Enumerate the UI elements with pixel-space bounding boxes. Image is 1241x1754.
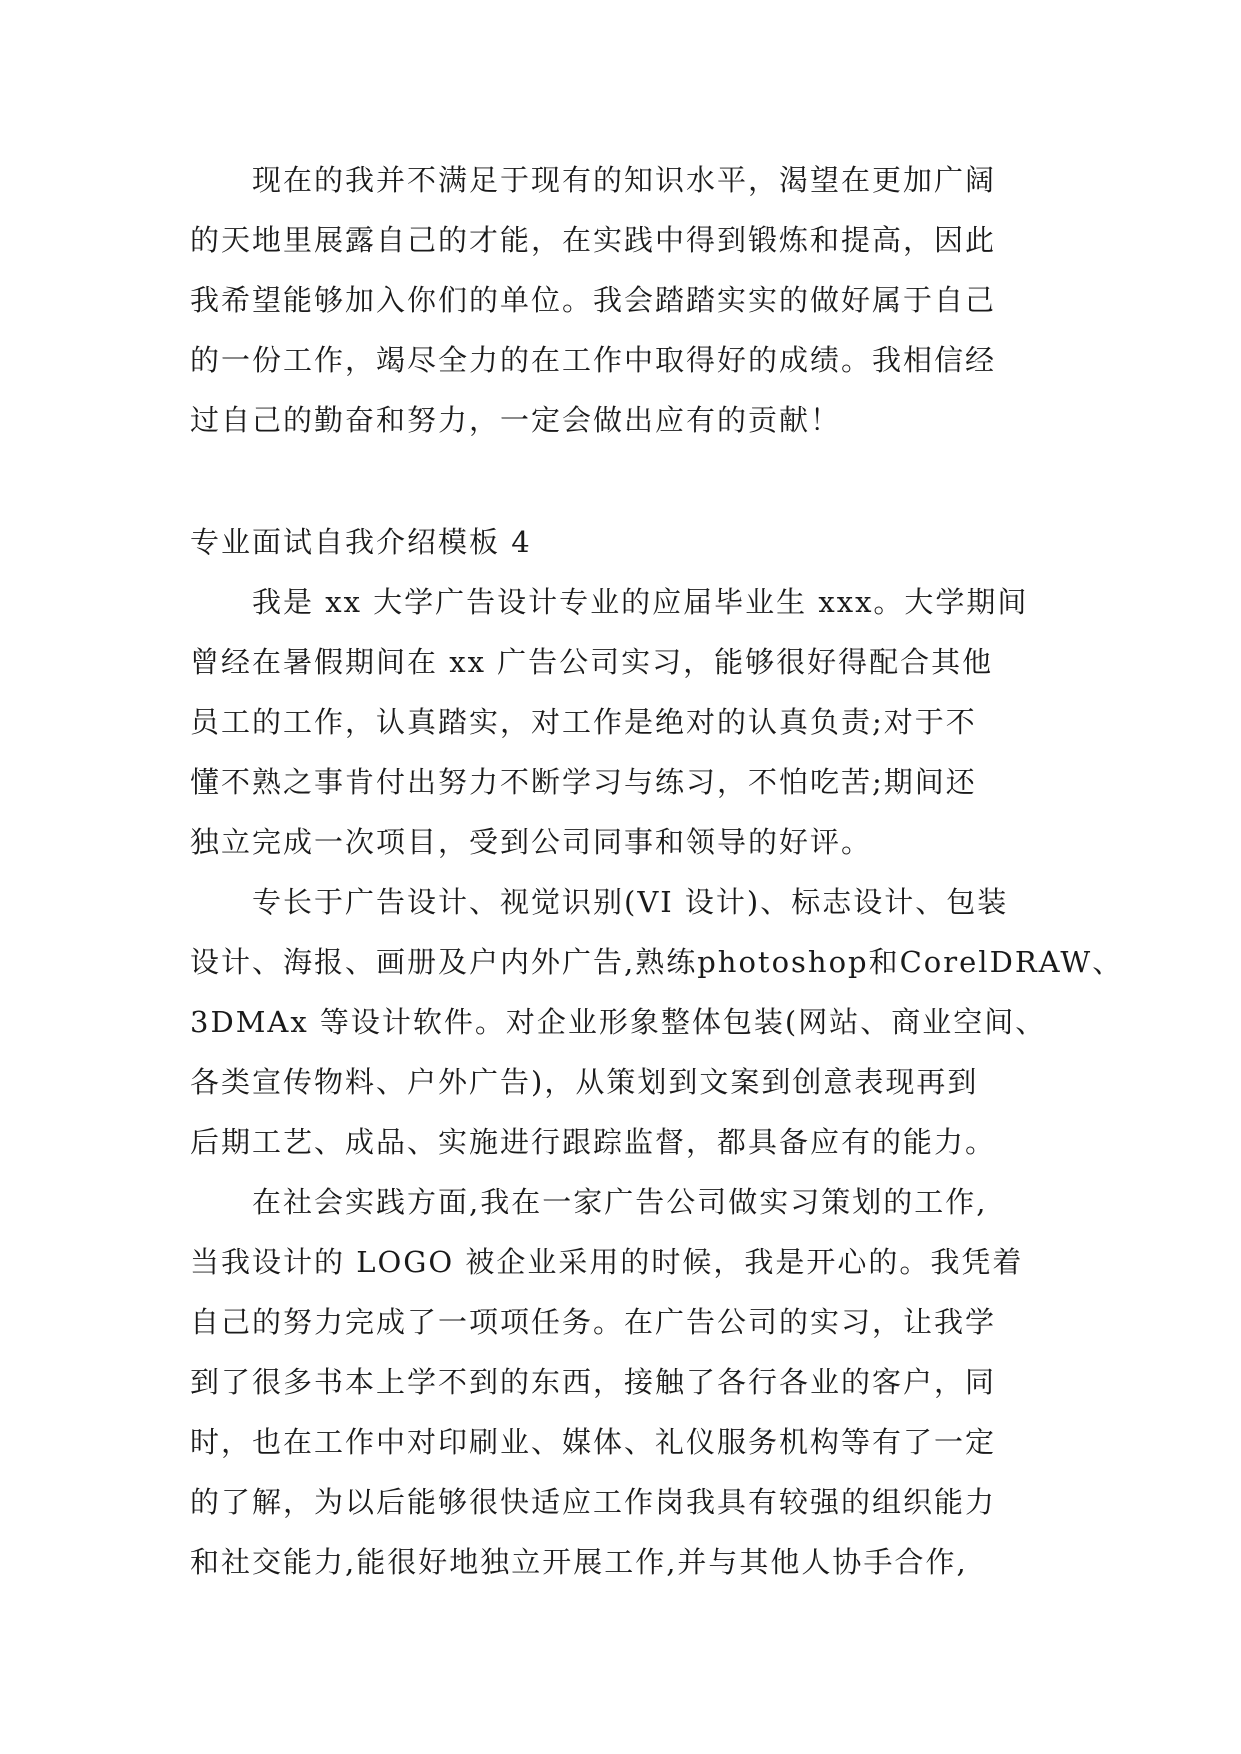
paragraph-line: 到了很多书本上学不到的东西，接触了各行各业的客户，同 <box>190 1365 997 1399</box>
paragraph-line: 后期工艺、成品、实施进行跟踪监督，都具备应有的能力。 <box>190 1125 997 1159</box>
paragraph-line: 曾经在暑假期间在 xx 广告公司实习，能够很好得配合其他 <box>190 645 994 679</box>
paragraph-expertise <box>190 872 1124 1172</box>
paragraph-line: 和社交能力,能很好地独立开展工作,并与其他人协手合作, <box>190 1545 968 1579</box>
paragraph-line: 的天地里展露自己的才能，在实践中得到锻炼和提高，因此 <box>190 223 997 257</box>
paragraph-line: 独立完成一次项目，受到公司同事和领导的好评。 <box>190 825 873 859</box>
paragraph-line: 各类宣传物料、户外广告)，从策划到文案到创意表现再到 <box>190 1065 979 1099</box>
paragraph-line: 时，也在工作中对印刷业、媒体、礼仪服务机构等有了一定 <box>190 1425 997 1459</box>
paragraph-line: 现在的我并不满足于现有的知识水平，渴望在更加广阔 <box>252 163 997 197</box>
paragraph-line: 设计、海报、画册及户内外广告,熟练photoshop和CorelDRAW、 <box>190 945 1124 979</box>
paragraph-introduction <box>190 572 1050 872</box>
paragraph-line: 在社会实践方面,我在一家广告公司做实习策划的工作, <box>252 1185 988 1219</box>
paragraph-line: 自己的努力完成了一项项任务。在广告公司的实习，让我学 <box>190 1305 997 1339</box>
paragraph-social-practice <box>190 1172 1050 1592</box>
section-heading: 专业面试自我介绍模板 4 <box>190 525 532 559</box>
document-body <box>190 150 1124 1592</box>
paragraph-line: 的一份工作，竭尽全力的在工作中取得好的成绩。我相信经 <box>190 343 997 377</box>
paragraph-line: 员工的工作，认真踏实，对工作是绝对的认真负责;对于不 <box>190 705 977 739</box>
paragraph-line: 我是 xx 大学广告设计专业的应届毕业生 xxx。大学期间 <box>252 585 1029 619</box>
paragraph-line: 的了解，为以后能够很快适应工作岗我具有较强的组织能力 <box>190 1485 997 1519</box>
paragraph-aspiration <box>190 150 1050 450</box>
paragraph-line: 当我设计的 LOGO 被企业采用的时候，我是开心的。我凭着 <box>190 1245 1024 1279</box>
paragraph-line: 过自己的勤奋和努力，一定会做出应有的贡献！ <box>190 403 842 437</box>
paragraph-line: 专长于广告设计、视觉识别(VI 设计)、标志设计、包装 <box>252 885 1009 919</box>
paragraph-line: 3DMAx 等设计软件。对企业形象整体包装(网站、商业空间、 <box>190 1005 1047 1039</box>
paragraph-line: 懂不熟之事肯付出努力不断学习与练习，不怕吃苦;期间还 <box>190 765 977 799</box>
paragraph-line: 我希望能够加入你们的单位。我会踏踏实实的做好属于自己 <box>190 283 997 317</box>
